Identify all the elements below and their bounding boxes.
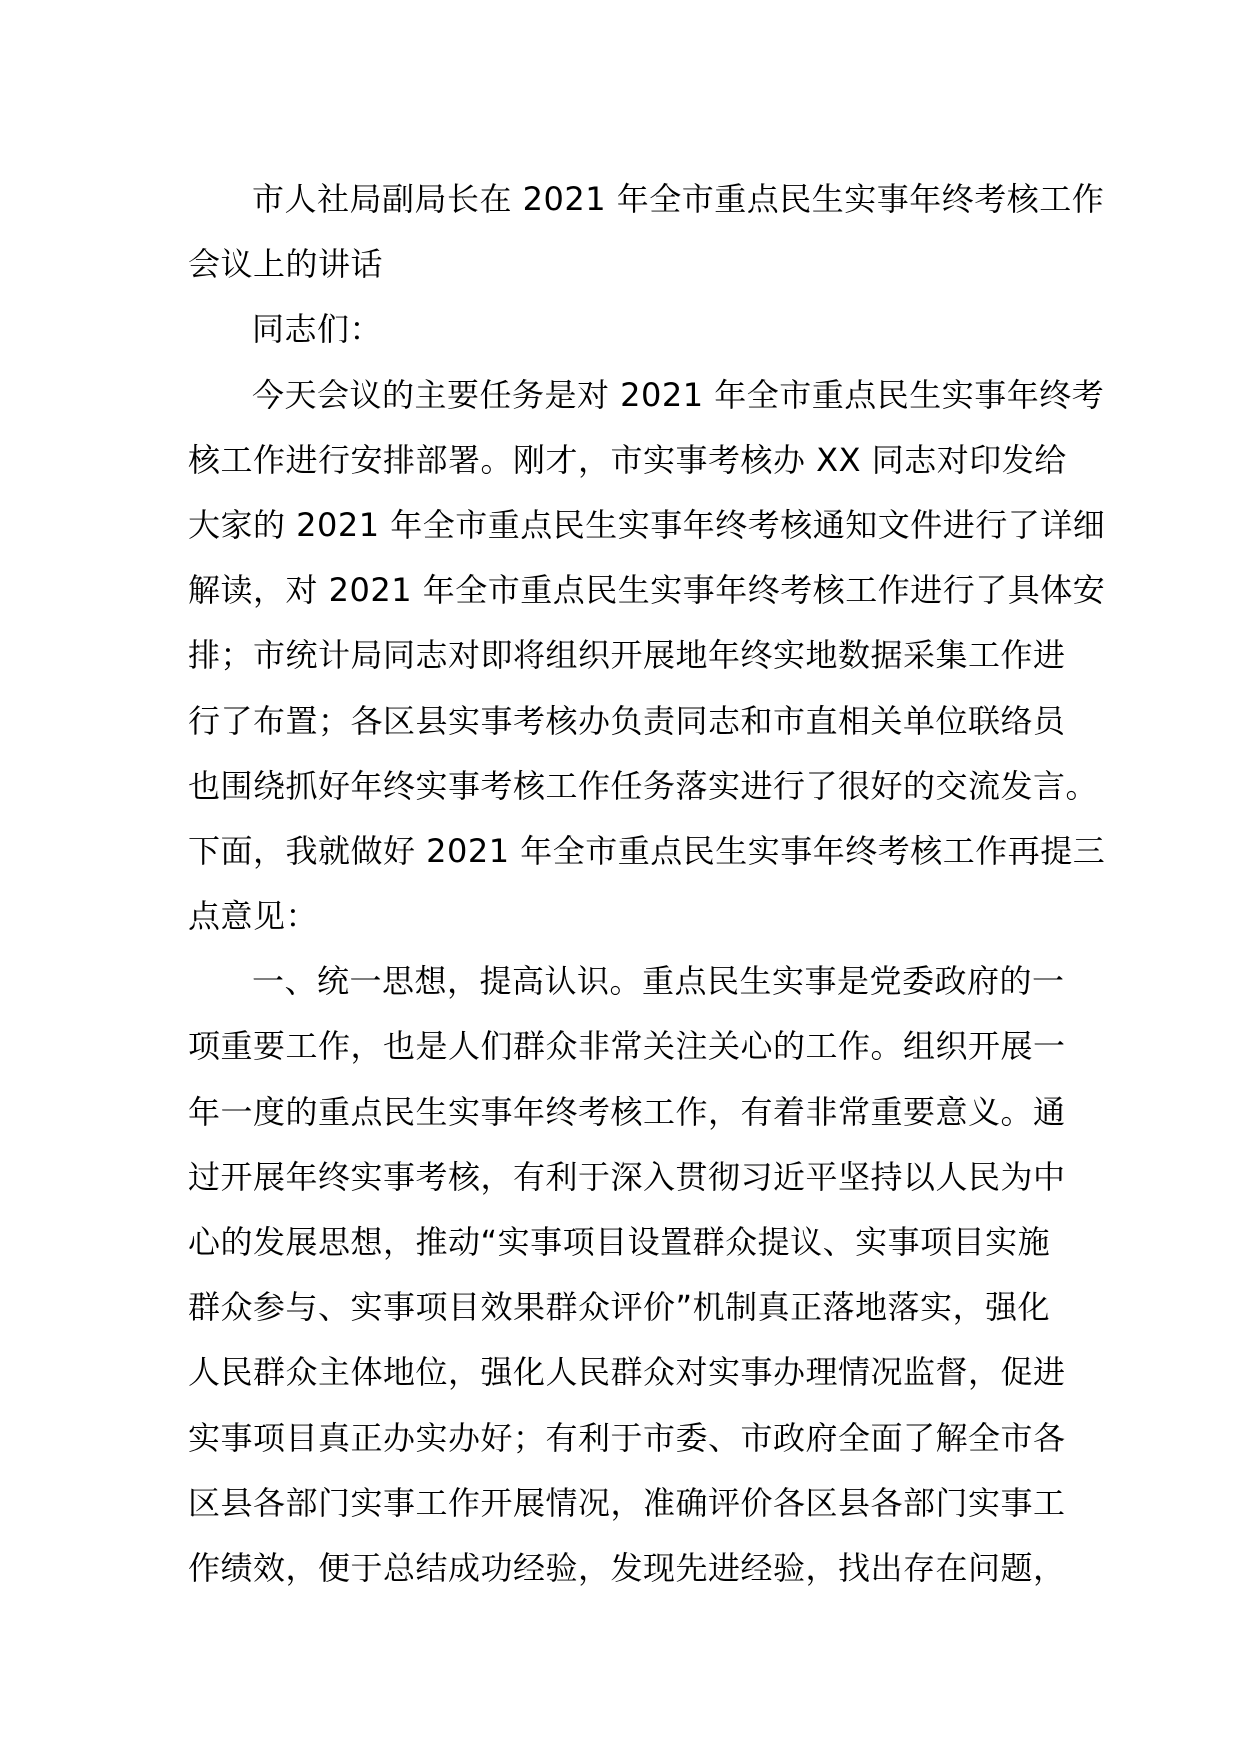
title-line-1: 市人社局副局长在 2021 年全市重点民生实事年终考核工作 <box>252 180 1105 218</box>
paragraph-line: 行了布置；各区县实事考核办负责同志和市直相关单位联络员 <box>188 701 1066 740</box>
paragraph-line: 下面，我就做好 2021 年全市重点民生实事年终考核工作再提三 <box>188 831 1106 870</box>
paragraph-line: 项重要工作，也是人们群众非常关注关心的工作。组织开展一 <box>188 1027 1066 1066</box>
paragraph-line: 年一度的重点民生实事年终考核工作，有着非常重要意义。通 <box>188 1092 1066 1131</box>
paragraph-line: 也围绕抓好年终实事考核工作任务落实进行了很好的交流发言。 <box>188 766 1099 805</box>
paragraph-line: 大家的 2021 年全市重点民生实事年终考核通知文件进行了详细 <box>188 505 1106 544</box>
paragraph-line: 区县各部门实事工作开展情况，准确评价各区县各部门实事工 <box>188 1483 1066 1522</box>
salutation: 同志们： <box>252 310 383 349</box>
paragraph-line: 过开展年终实事考核，有利于深入贯彻习近平坚持以人民为中 <box>188 1157 1066 1196</box>
paragraph-line: 核工作进行安排部署。刚才，市实事考核办 XX 同志对印发给 <box>188 440 1067 479</box>
paragraph-line: 今天会议的主要任务是对 2021 年全市重点民生实事年终考 <box>252 375 1105 414</box>
paragraph-line: 心的发展思想，推动“实事项目设置群众提议、实事项目实施 <box>188 1223 1051 1261</box>
paragraph-line: 解读，对 2021 年全市重点民生实事年终考核工作进行了具体安 <box>188 571 1106 610</box>
paragraph-line: 排；市统计局同志对即将组织开展地年终实地数据采集工作进 <box>188 636 1066 675</box>
title-line-2: 会议上的讲话 <box>188 245 384 284</box>
paragraph-line: 实事项目真正办实办好；有利于市委、市政府全面了解全市各 <box>188 1418 1066 1457</box>
paragraph-line: 人民群众主体地位，强化人民群众对实事办理情况监督，促进 <box>188 1353 1066 1392</box>
document-body <box>188 167 1106 1601</box>
paragraph-line: 一、统一思想，提高认识。重点民生实事是党委政府的一 <box>252 962 1065 1001</box>
paragraph-line: 群众参与、实事项目效果群众评价”机制真正落地落实，强化 <box>188 1288 1051 1327</box>
paragraph-line: 点意见： <box>188 897 319 936</box>
paragraph-line: 作绩效，便于总结成功经验，发现先进经验，找出存在问题， <box>188 1548 1066 1587</box>
